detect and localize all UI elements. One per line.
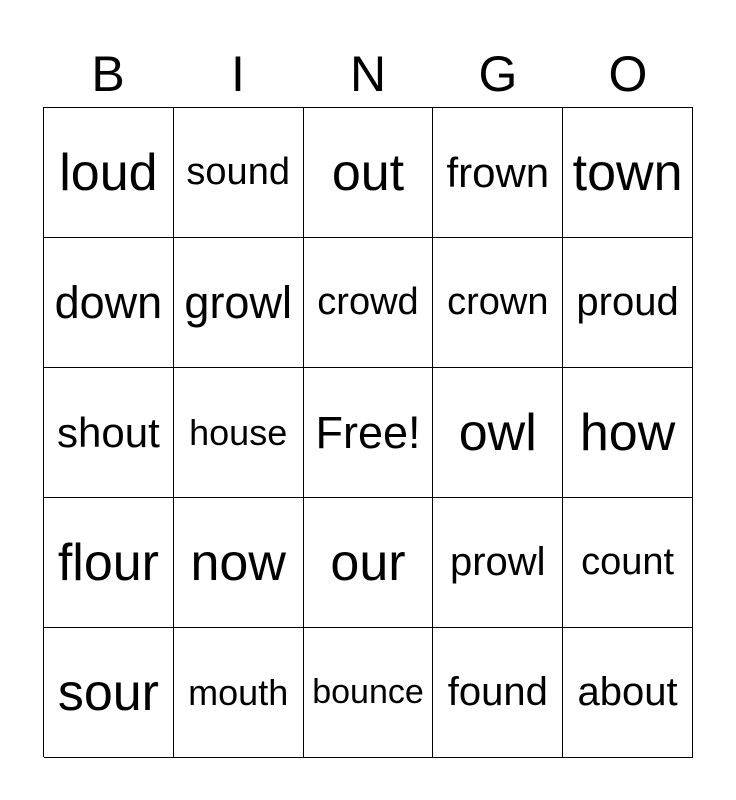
bingo-cell[interactable]: flour (44, 498, 174, 628)
bingo-cell[interactable]: sour (44, 628, 174, 758)
bingo-cell[interactable]: shout (44, 368, 174, 498)
bingo-cell[interactable]: down (44, 238, 174, 368)
board-row-2 (44, 238, 693, 368)
bingo-cell[interactable]: growl (174, 238, 304, 368)
board-row-3 (44, 368, 693, 498)
bingo-board (43, 107, 693, 757)
board-row-4 (44, 498, 693, 628)
bingo-cell[interactable]: proud (563, 238, 693, 368)
header-letter-b: B (91, 46, 125, 102)
board-row-5 (44, 628, 693, 758)
bingo-cell[interactable]: count (563, 498, 693, 628)
bingo-cell[interactable]: mouth (174, 628, 304, 758)
bingo-cell[interactable]: sound (174, 108, 304, 238)
bingo-cell[interactable]: now (174, 498, 304, 628)
bingo-cell[interactable]: owl (433, 368, 563, 498)
header-letter-n: N (349, 46, 387, 102)
bingo-cell[interactable]: out (304, 108, 434, 238)
bingo-cell[interactable]: how (563, 368, 693, 498)
bingo-cell[interactable]: loud (44, 108, 174, 238)
bingo-cell[interactable]: crowd (304, 238, 434, 368)
bingo-header (43, 44, 693, 104)
bingo-cell[interactable]: house (174, 368, 304, 498)
board-row-1 (44, 108, 693, 238)
header-letter-i: I (231, 46, 245, 102)
header-letter-g: G (478, 46, 518, 102)
free-space-cell[interactable]: Free! (304, 368, 434, 498)
bingo-cell[interactable]: bounce (304, 628, 434, 758)
bingo-cell[interactable]: prowl (433, 498, 563, 628)
bingo-cell[interactable]: found (433, 628, 563, 758)
bingo-cell[interactable]: about (563, 628, 693, 758)
header-letter-o: O (608, 46, 648, 102)
bingo-cell[interactable]: our (304, 498, 434, 628)
bingo-cell[interactable]: town (563, 108, 693, 238)
bingo-cell[interactable]: crown (433, 238, 563, 368)
bingo-cell[interactable]: frown (433, 108, 563, 238)
